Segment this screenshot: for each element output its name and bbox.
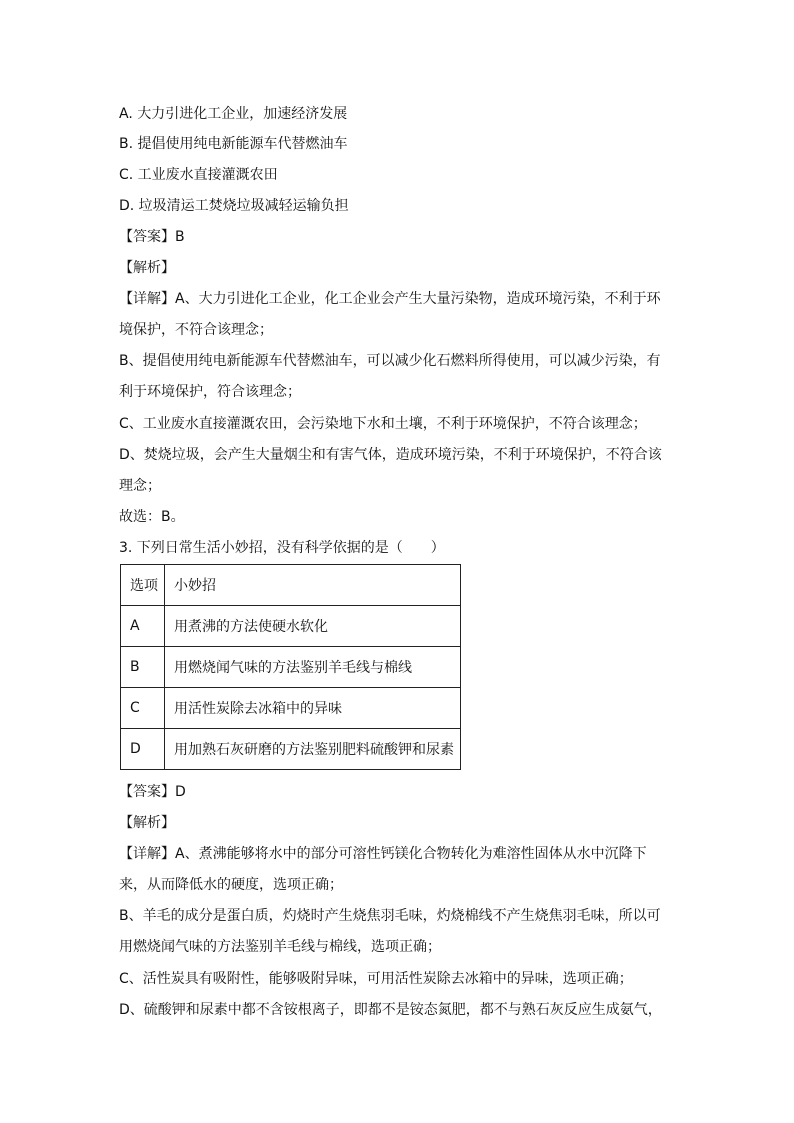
answer-label: 【答案】D (119, 784, 186, 800)
table-cell: 用活性炭除去冰箱中的异味 (165, 688, 461, 729)
table-header-cell: 选项 (121, 565, 165, 606)
table-cell: 用加熟石灰研磨的方法鉴别肥料硫酸钾和尿素 (165, 729, 461, 770)
analysis-heading: 【解析】 (119, 260, 175, 276)
answer-label: 【答案】B (119, 229, 185, 245)
table-header-row (121, 565, 461, 606)
table-row (121, 647, 461, 688)
detail-line: 来，从而降低水的硬度，选项正确； (119, 877, 343, 893)
detail-line: 用燃烧闻气味的方法鉴别羊毛线与棉线，选项正确； (119, 939, 441, 955)
table-cell: A (121, 606, 165, 647)
detail-line: 利于环境保护，符合该理念； (119, 384, 301, 400)
detail-line: C、工业废水直接灌溉农田，会污染地下水和土壤，不利于环境保护，不符合该理念； (119, 416, 647, 432)
option-b: B. 提倡使用纯电新能源车代替燃油车 (119, 136, 348, 152)
detail-line: C、活性炭具有吸附性，能够吸附异味，可用活性炭除去冰箱中的异味，选项正确； (119, 971, 633, 987)
option-d: D. 垃圾清运工焚烧垃圾减轻运输负担 (119, 198, 349, 214)
table-row (121, 688, 461, 729)
tips-table (120, 564, 461, 770)
detail-line: B、羊毛的成分是蛋白质，灼烧时产生烧焦羽毛味，灼烧棉线不产生烧焦羽毛味，所以可 (119, 908, 661, 924)
table-row (121, 729, 461, 770)
table-cell: 用燃烧闻气味的方法鉴别羊毛线与棉线 (165, 647, 461, 688)
detail-line: 【详解】A、大力引进化工企业，化工企业会产生大量污染物，造成环境污染，不利于环 (119, 291, 661, 307)
detail-line: B、提倡使用纯电新能源车代替燃油车，可以减少化石燃料所得使用，可以减少污染，有 (119, 353, 661, 369)
table-row (121, 606, 461, 647)
analysis-heading: 【解析】 (119, 815, 175, 831)
table-cell: C (121, 688, 165, 729)
detail-line: 理念； (119, 478, 161, 494)
detail-line: 【详解】A、煮沸能够将水中的部分可溶性钙镁化合物转化为难溶性固体从水中沉降下 (119, 846, 647, 862)
conclusion-line: 故选：B。 (119, 509, 185, 525)
table-cell: 用煮沸的方法使硬水软化 (165, 606, 461, 647)
option-a: A. 大力引进化工企业，加速经济发展 (119, 106, 348, 122)
table-header-cell: 小妙招 (165, 565, 461, 606)
option-c: C. 工业废水直接灌溉农田 (119, 167, 278, 183)
table-cell: B (121, 647, 165, 688)
table-cell: D (121, 729, 165, 770)
question-3: 3. 下列日常生活小妙招，没有科学依据的是（ ） (119, 540, 445, 556)
detail-line: D、焚烧垃圾，会产生大量烟尘和有害气体，造成环境污染，不利于环境保护，不符合该 (119, 447, 662, 463)
detail-line: D、硫酸钾和尿素中都不含铵根离子，即都不是铵态氮肥，都不与熟石灰反应生成氨气， (119, 1002, 662, 1018)
detail-line: 境保护，不符合该理念； (119, 322, 273, 338)
